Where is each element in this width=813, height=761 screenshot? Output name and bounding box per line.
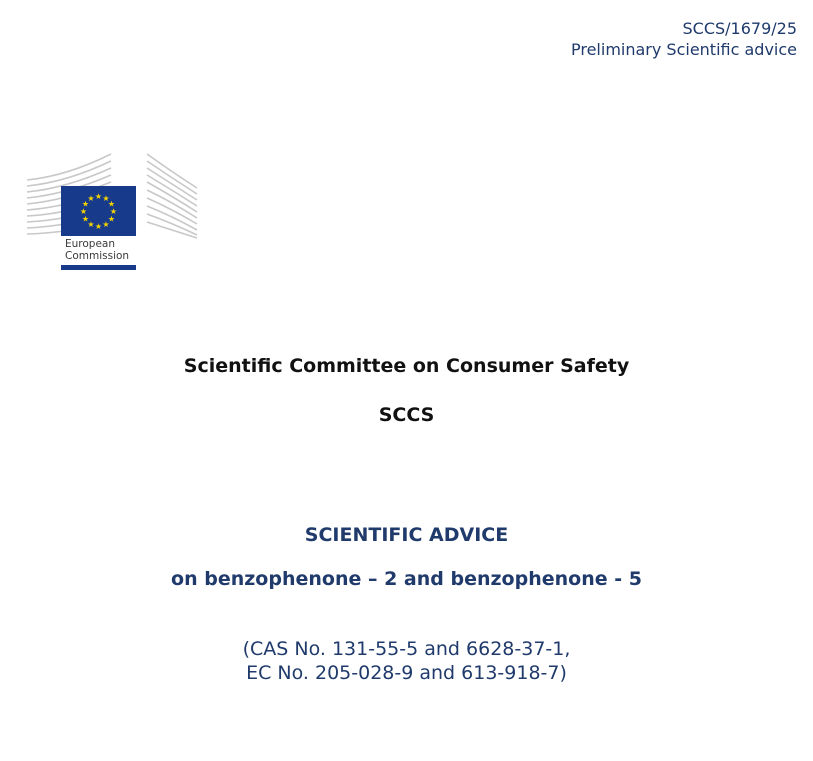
logo-text (65, 238, 129, 262)
svg-text:★: ★ (79, 207, 88, 216)
document-status: Preliminary Scientific advice (570, 40, 797, 59)
svg-text:★: ★ (81, 214, 90, 224)
svg-text:★: ★ (107, 199, 116, 209)
svg-text:★: ★ (87, 220, 95, 229)
building-right-lines-icon (147, 154, 197, 238)
svg-text:★: ★ (94, 222, 103, 231)
document-reference-block (571, 18, 797, 60)
document-reference-number: SCCS/1679/25 (682, 19, 797, 38)
advice-title: SCIENTIFIC ADVICE (304, 524, 509, 546)
advice-subject: on benzophenone – 2 and benzophenone - 5 (171, 568, 642, 590)
committee-acronym: SCCS (378, 404, 435, 426)
svg-text:★: ★ (94, 192, 103, 201)
logo-underline-bar (61, 265, 136, 270)
svg-text:★: ★ (107, 214, 116, 224)
svg-text:★: ★ (102, 220, 110, 229)
logo-text-line2: Commission (65, 250, 130, 262)
svg-text:★: ★ (87, 194, 95, 203)
svg-text:★: ★ (81, 199, 90, 209)
substance-identifiers (0, 637, 813, 685)
ec-numbers: EC No. 205-028-9 and 613-918-7) (246, 662, 567, 684)
cas-numbers: (CAS No. 131-55-5 and 6628-37-1, (242, 638, 571, 660)
svg-text:★: ★ (109, 207, 118, 216)
logo-text-line1: European (65, 238, 116, 250)
svg-text:★: ★ (102, 194, 110, 203)
committee-name: Scientific Committee on Consumer Safety (183, 355, 630, 377)
